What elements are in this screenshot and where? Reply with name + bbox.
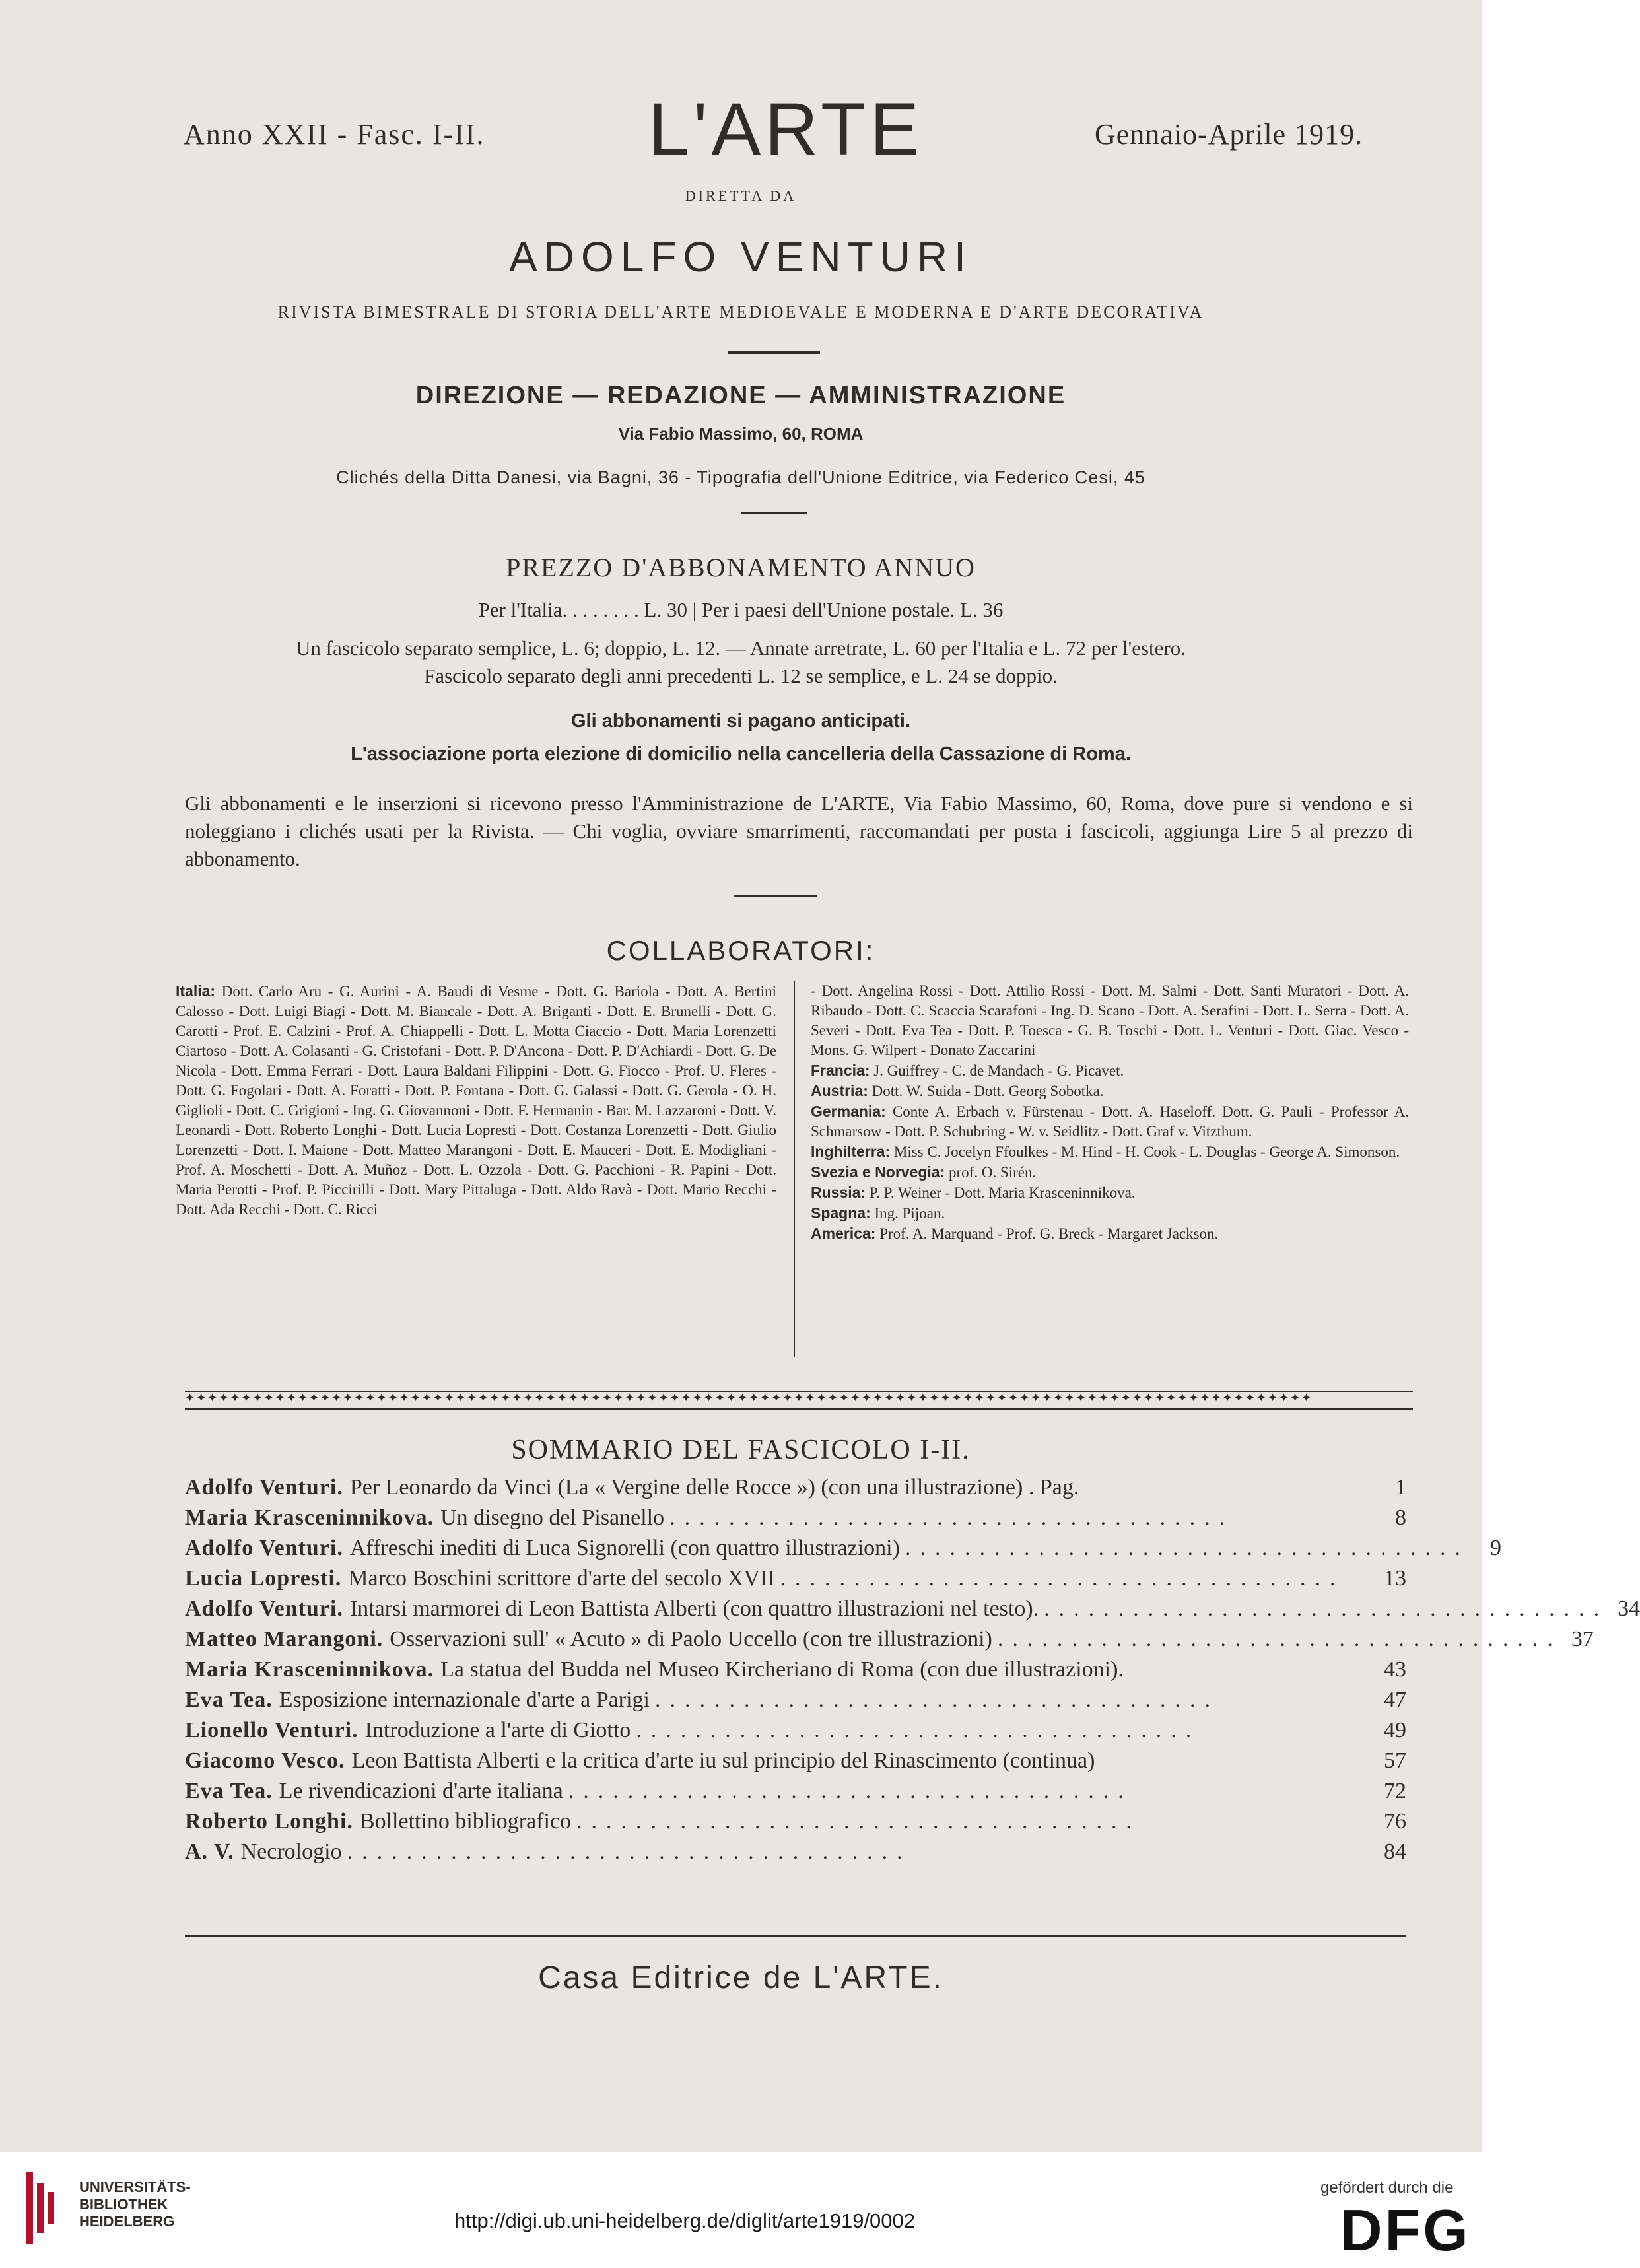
toc-entry[interactable]: Lionello Venturi. Introduzione a l'arte di Giotto ...................................... 49	[185, 1718, 1406, 1742]
table-of-contents	[185, 1475, 1640, 1870]
issue-date: Gennaio-Aprile 1919.	[1095, 118, 1363, 151]
collaborator-entry: Germania: Conte A. Erbach v. Fürstenau - Dott. A. Haseloff. Dott. G. Pauli - Professor A. Schmarsow - Dott. P. Schubring - W. v. Seidlitz - Dott. Graf v. Vitzthum.	[811, 1103, 1409, 1140]
toc-entry[interactable]: Lucia Lopresti. Marco Boschini scrittore d'arte del secolo XVII ...................................... 13	[185, 1566, 1406, 1591]
collaborator-entry: Spagna: Ing. Pijoan.	[811, 1204, 945, 1221]
toc-entry[interactable]: Giacomo Vesco. Leon Battista Alberti e la critica d'arte iu sul principio del Rinascimento (continua) 57	[185, 1748, 1406, 1773]
price-line: Per l'Italia. . . . . . . . L. 30 | Per i paesi dell'Unione postale. L. 36	[478, 598, 1004, 621]
collaborators-right	[811, 981, 1409, 1244]
subscription-paragraph: Gli abbonamenti e le inserzioni si ricevono presso l'Amministrazione de L'ARTE, Via Fabio Massimo, 60, Roma, dove pure si vendono e si noleggiano i clichés usati per la Rivista. — Chi voglia, ovviare smarrimenti, raccomandati per posta i fascicoli, aggiunga Lire 5 al prezzo di abbonamento.	[185, 792, 1413, 870]
footer-bar	[0, 2152, 1482, 2268]
collaborator-entry: Francia: J. Guiffrey - C. de Mandach - G. Picavet.	[811, 1062, 1124, 1079]
publisher-name: Casa Editrice de L'ARTE.	[538, 1960, 943, 1995]
toc-entry[interactable]: Matteo Marangoni. Osservazioni sull' « Acuto » di Paolo Uccello (con tre illustrazioni) ...................................... 37	[185, 1627, 1594, 1651]
notice: Gli abbonamenti si pagano anticipati.	[570, 710, 910, 732]
collaboratori-heading: COLLABORATORI:	[606, 935, 875, 966]
price-line: Un fascicolo separato semplice, L. 6; doppio, L. 12. — Annate arretrate, L. 60 per l'Italia e L. 72 per l'estero.	[295, 636, 1186, 660]
toc-entry[interactable]: Adolfo Venturi. Affreschi inediti di Luca Signorelli (con quattro illustrazioni) ...................................... 9	[185, 1536, 1501, 1560]
journal-subtitle: RIVISTA BIMESTRALE DI STORIA DELL'ARTE MEDIOEVALE E MODERNA E D'ARTE DECORATIVA	[277, 302, 1204, 322]
divider	[741, 512, 807, 514]
collaborator-entry: Austria: Dott. W. Suida - Dott. Georg Sobotka.	[811, 1082, 1104, 1099]
collaborator-entry: - Dott. Angelina Rossi - Dott. Attilio Rossi - Dott. M. Salmi - Dott. Santi Muratori - Dott. A. Ribaudo - Dott. C. Scaccia Scarafoni - Ing. D. Scano - Dott. A. Serafini - Dott. L. Serra - Dott. A. Severi - Dott. Eva Tea - Dott. P. Toesca - G. B. Toschi - Dott. L. Venturi - Dott. Giac. Vesco - Mons. G. Wilpert - Donato Zaccarini	[811, 982, 1409, 1058]
divider	[728, 351, 820, 354]
sommario-heading: SOMMARIO DEL FASCICOLO I-II.	[511, 1435, 971, 1465]
collaborator-entry: America: Prof. A. Marquand - Prof. G. Breck - Margaret Jackson.	[811, 1225, 1219, 1242]
toc-entry[interactable]: Maria Krasceninnikova. Un disegno del Pisanello ...................................... 8	[185, 1505, 1406, 1530]
toc-entry[interactable]: Adolfo Venturi. Intarsi marmorei di Leon Battista Alberti (con quattro illustrazioni nel testo). ...................................... 34	[185, 1597, 1640, 1621]
collaborator-entry: Svezia e Norvegia: prof. O. Sirén.	[811, 1163, 1037, 1181]
library-name[interactable]: UNIVERSITÄTS- BIBLIOTHEK HEIDELBERG	[79, 2179, 191, 2230]
issue-label: Anno XXII - Fasc. I-II.	[184, 118, 485, 151]
price-line: Fascicolo separato degli anni precedenti L. 12 se semplice, e L. 24 se doppio.	[424, 664, 1058, 687]
country-label: Italia:	[176, 982, 216, 1000]
ornamental-border: ✦✦✦✦✦✦✦✦✦✦✦✦✦✦✦✦✦✦✦✦✦✦✦✦✦✦✦✦✦✦✦✦✦✦✦✦✦✦✦✦✦✦✦✦✦✦✦✦✦✦✦✦✦✦✦✦✦✦✦✦✦✦✦✦✦✦✦✦✦✦✦✦✦✦✦✦✦✦✦✦✦✦✦✦✦✦✦✦✦✦✦✦✦✦✦✦✦✦✦✦	[185, 1391, 1413, 1410]
prezzo-heading: PREZZO D'ABBONAMENTO ANNUO	[506, 553, 976, 582]
divider	[185, 1935, 1406, 1937]
director-name: ADOLFO VENTURI	[509, 233, 973, 281]
toc-entry[interactable]: Eva Tea. Le rivendicazioni d'arte italiana ...................................... 72	[185, 1779, 1406, 1803]
toc-entry[interactable]: Eva Tea. Esposizione internazionale d'arte a Parigi ...................................... 47	[185, 1688, 1406, 1712]
collaborators-left	[176, 981, 776, 1220]
toc-entry[interactable]: Roberto Longhi. Bollettino bibliografico ...................................... 76	[185, 1809, 1406, 1834]
notice: L'associazione porta elezione di domicilio nella cancelleria della Cassazione di Roma.	[351, 743, 1131, 765]
column-divider	[794, 981, 795, 1357]
toc-entry[interactable]: Maria Krasceninnikova. La statua del Budda nel Museo Kircheriano di Roma (con due illustrazioni). 43	[185, 1657, 1406, 1682]
toc-entry[interactable]: A. V. Necrologio ...................................... 84	[185, 1839, 1406, 1864]
address: Via Fabio Massimo, 60, ROMA	[618, 424, 864, 444]
dfg-logo[interactable]: DFG	[1340, 2197, 1471, 2263]
collaborator-entry: Russia: P. P. Weiner - Dott. Maria Krasceninnikova.	[811, 1184, 1136, 1201]
permalink-url[interactable]: http://digi.ub.uni-heidelberg.de/diglit/arte1919/0002	[454, 2209, 916, 2232]
collaborator-entry: Inghilterra: Miss C. Jocelyn Ffoulkes - M. Hind - H. Cook - L. Douglas - George A. Simonson.	[811, 1143, 1400, 1160]
collaborator-names: Dott. Carlo Aru - G. Aurini - A. Baudi di Vesme - Dott. G. Bariola - Dott. A. Bertini Calosso - Dott. Luigi Biagi - Dott. M. Biancale - Dott. A. Briganti - Dott. E. Brunelli - Dott. G. Carotti - Prof. E. Calzini - Prof. A. Chiappelli - Dott. L. Motta Ciaccio - Dott. Maria Lorenzetti Ciartoso - Dott. A. Colasanti - G. Cristofani - Dott. P. D'Ancona - Dott. P. D'Achiardi - Dott. G. De Nicola - Dott. Emma Ferrari - Dott. Laura Baldani Filippini - Dott. G. Fiocco - Prof. U. Fleres - Dott. G. Fogolari - Dott. A. Foratti - Dott. P. Fontana - Dott. G. Galassi - Dott. G. Gerola - O. H. Giglioli - Dott. C. Grigioni - Ing. G. Giovannoni - Dott. F. Hermanin - Bar. M. Lazzaroni - Dott. V. Leonardi - Dott. Roberto Longhi - Dott. Lucia Lopresti - Dott. Costanza Lorenzetti - Dott. Giulio Lorenzetti - Dott. I. Maione - Dott. Matteo Marangoni - Dott. E. Mauceri - Dott. E. Modigliani - Prof. A. Moschetti - Dott. A. Muñoz - Dott. L. Ozzola - Dott. G. Pacchioni - R. Papini - Dott. Maria Perotti - Prof. P. Piccirilli - Dott. Mary Pittaluga - Dott. Aldo Ravà - Dott. Mario Recchi - Dott. Ada Recchi - Dott. C. Ricci	[176, 983, 776, 1218]
journal-title: L'ARTE	[648, 88, 924, 170]
direzione-heading: DIREZIONE — REDAZIONE — AMMINISTRAZIONE	[415, 382, 1066, 409]
diretta-label: DIRETTA DA	[685, 188, 797, 204]
funding-note: gefördert durch die	[1320, 2179, 1454, 2197]
toc-entry[interactable]: Adolfo Venturi. Per Leonardo da Vinci (La « Vergine delle Rocce ») (con una illustrazione) . Pag. 1	[185, 1475, 1406, 1499]
divider	[734, 895, 817, 897]
library-logo-icon	[22, 2172, 62, 2244]
cliches-line: Clichés della Ditta Danesi, via Bagni, 36 - Tipografia dell'Unione Editrice, via Federico Cesi, 45	[336, 467, 1145, 487]
